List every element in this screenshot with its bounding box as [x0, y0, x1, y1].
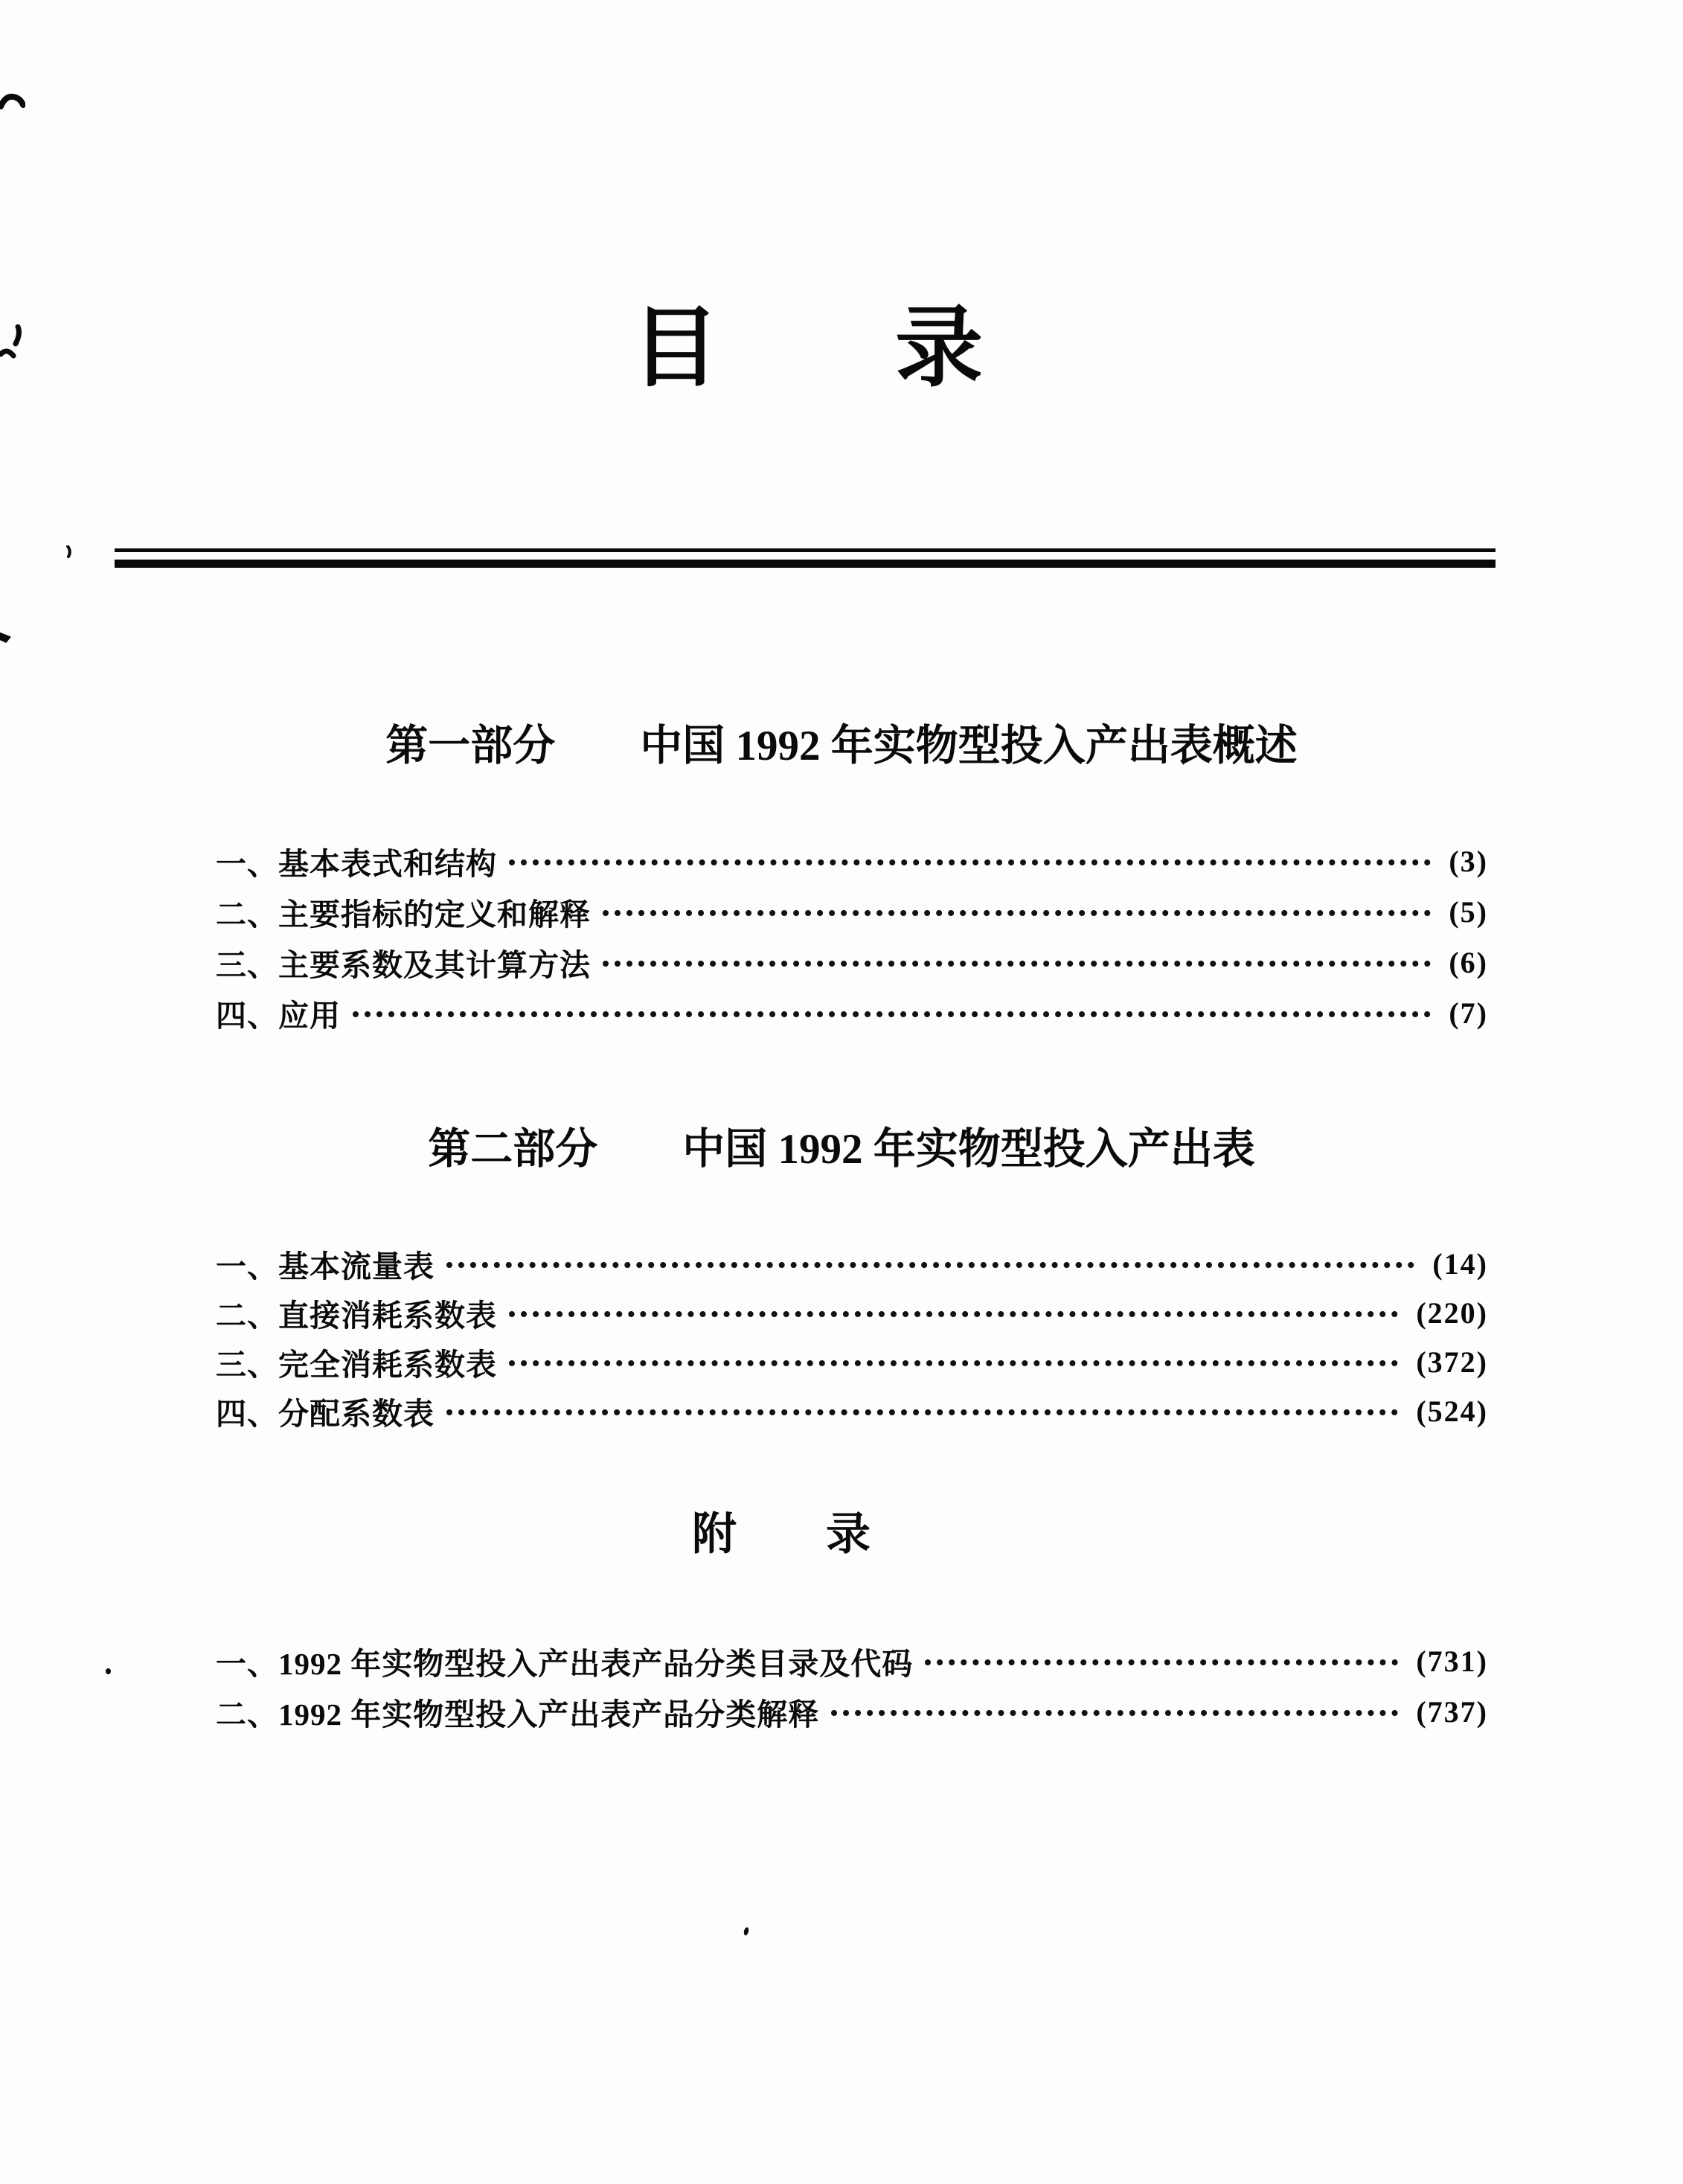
scan-artifact-dot — [106, 1668, 111, 1674]
toc-entry — [216, 1239, 1488, 1288]
toc-entry — [216, 836, 1488, 886]
scan-artifact-comma — [0, 324, 24, 363]
double-rule — [115, 548, 1496, 568]
toc-entry-label: 一、基本流量表 — [216, 1249, 435, 1284]
toc-entry — [216, 1337, 1488, 1386]
toc-entry-label: 三、完全消耗系数表 — [216, 1347, 497, 1382]
dot-leader — [925, 1659, 1398, 1665]
dot-leader — [446, 1409, 1398, 1415]
toc-entry-page: (220) — [1416, 1296, 1488, 1330]
appendix-entries — [216, 1636, 1488, 1737]
toc-entry — [216, 1386, 1488, 1435]
scan-artifact-blob — [0, 632, 11, 643]
toc-entry-label: 一、基本表式和结构 — [216, 846, 497, 881]
dot-leader — [509, 1311, 1398, 1317]
toc-entry — [216, 1288, 1488, 1337]
toc-entry-label: 三、主要系数及其计算方法 — [216, 947, 591, 982]
page-title: 目 录 — [631, 300, 983, 397]
toc-entry — [216, 937, 1488, 987]
appendix-heading: 附 录 — [692, 1510, 871, 1559]
toc-entry — [216, 886, 1488, 937]
dot-leader — [446, 1262, 1414, 1268]
section-2-heading: 第二部分 中国 1992 年实物型投入产出表 — [428, 1126, 1255, 1173]
dot-leader — [509, 859, 1431, 865]
dot-leader — [603, 961, 1431, 967]
toc-entry-page: (737) — [1416, 1694, 1488, 1729]
scan-artifact-tick — [65, 545, 75, 559]
toc-entry-page: (14) — [1432, 1246, 1488, 1281]
toc-entry — [216, 1686, 1488, 1737]
toc-entry — [216, 987, 1488, 1038]
toc-entry-label: 一、1992 年实物型投入产出表产品分类目录及代码 — [216, 1646, 914, 1681]
toc-entry-label: 四、应用 — [216, 998, 341, 1033]
scan-artifact-dot — [743, 1927, 749, 1935]
dot-leader — [509, 1360, 1398, 1366]
toc-entry-label: 二、直接消耗系数表 — [216, 1298, 497, 1333]
dot-leader — [831, 1710, 1398, 1716]
toc-entry-label: 四、分配系数表 — [216, 1396, 435, 1431]
section-1-heading: 第一部分 中国 1992 年实物型投入产出表概述 — [385, 723, 1298, 769]
toc-entry — [216, 1636, 1488, 1686]
toc-entry-page: (6) — [1449, 945, 1488, 979]
toc-entry-page: (5) — [1449, 894, 1488, 929]
toc-entry-page: (7) — [1449, 996, 1488, 1030]
toc-entry-page: (3) — [1449, 844, 1488, 878]
section-2-entries — [216, 1239, 1488, 1435]
dot-leader — [353, 1011, 1431, 1017]
section-1-entries — [216, 836, 1488, 1038]
toc-entry-page: (731) — [1416, 1644, 1488, 1678]
toc-entry-page: (524) — [1416, 1394, 1488, 1428]
dot-leader — [603, 910, 1431, 916]
toc-entry-label: 二、1992 年实物型投入产出表产品分类解释 — [216, 1697, 820, 1732]
toc-entry-page: (372) — [1416, 1345, 1488, 1379]
scan-artifact-curl — [0, 93, 25, 112]
toc-entry-label: 二、主要指标的定义和解释 — [216, 897, 591, 932]
